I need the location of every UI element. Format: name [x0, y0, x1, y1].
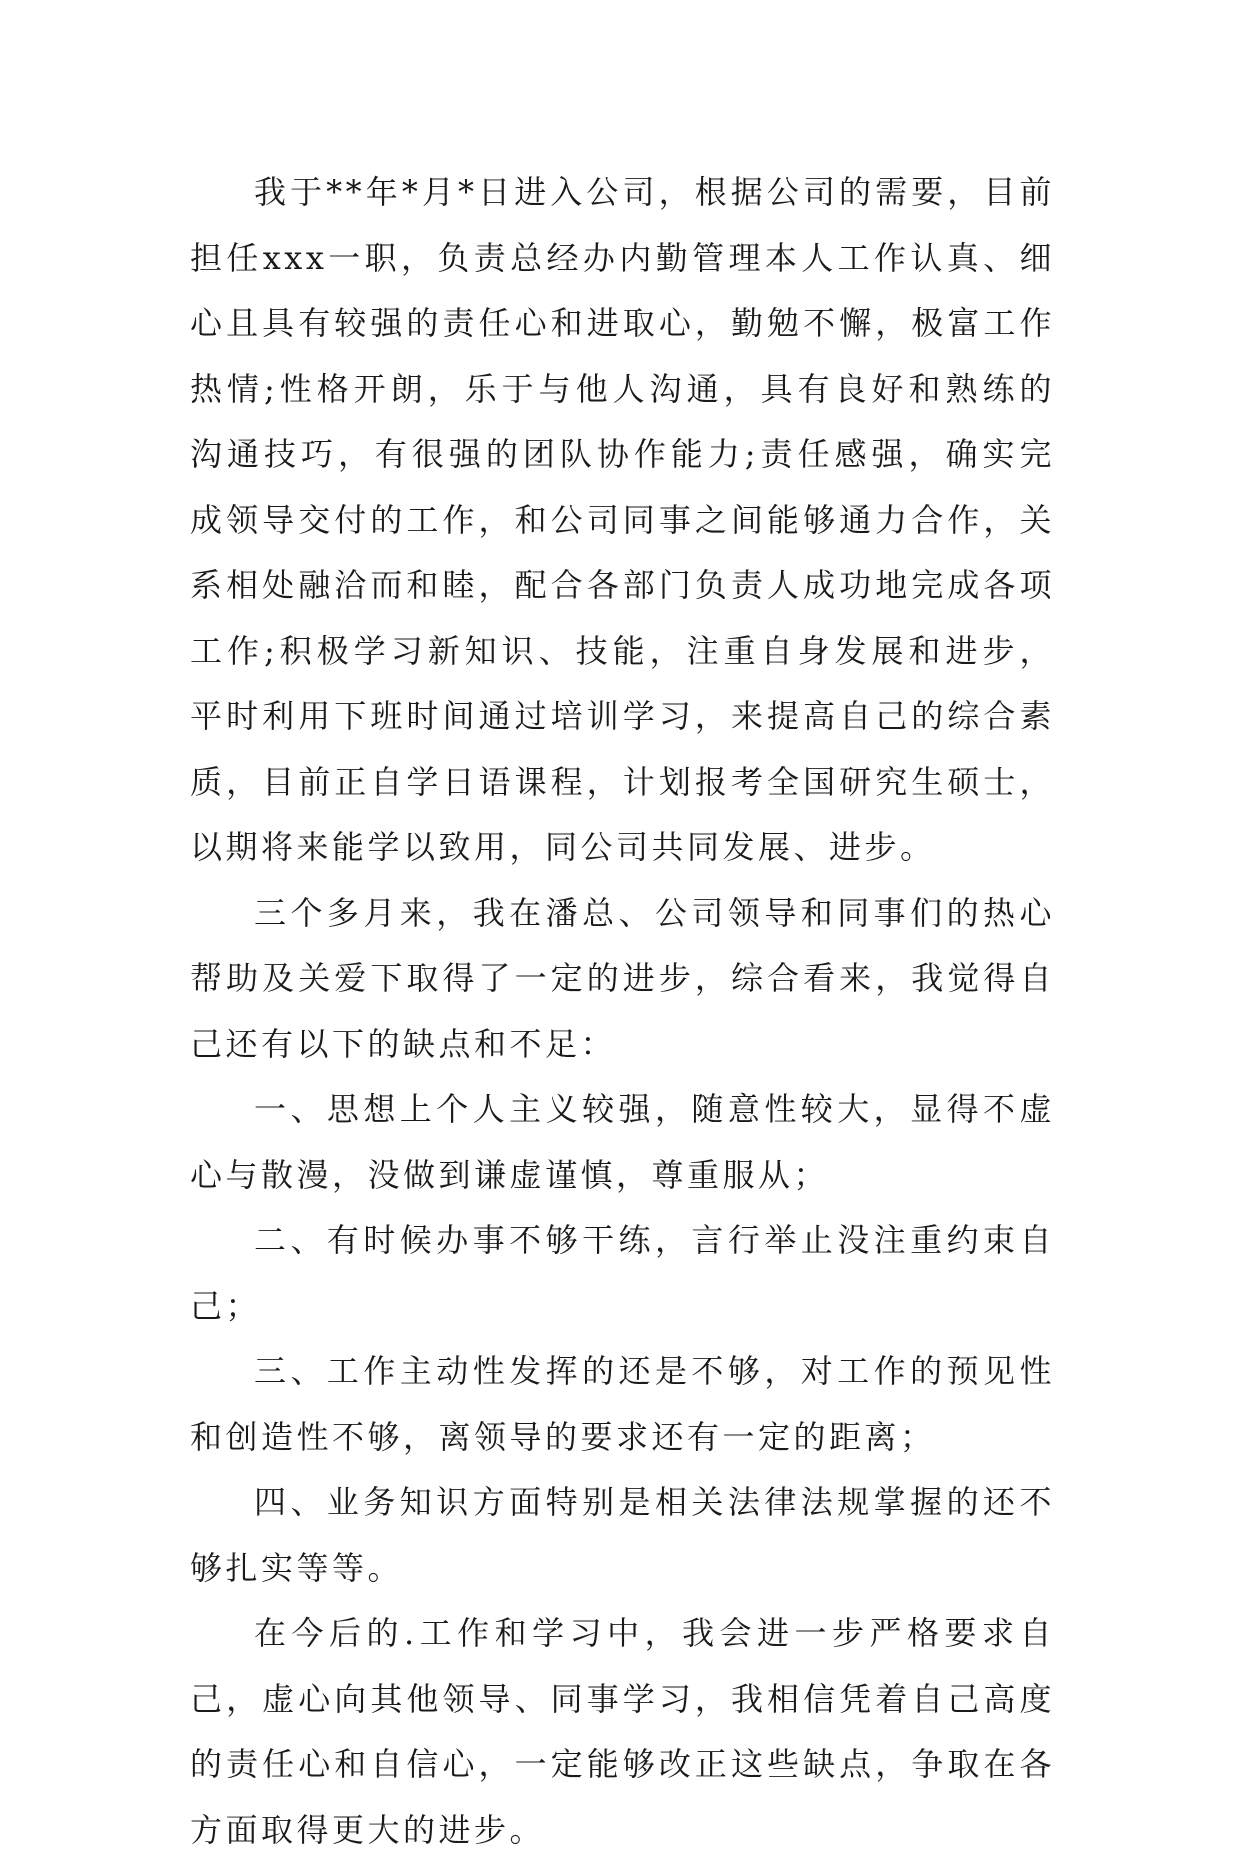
paragraph-shortcoming-3: 三、工作主动性发挥的还是不够，对工作的预见性和创造性不够，离领导的要求还有一定的距离； [190, 1352, 1055, 1456]
paragraph-shortcoming-1: 一、思想上个人主义较强，随意性较大，显得不虚心与散漫，没做到谦虚谨慎，尊重服从； [190, 1090, 1055, 1194]
paragraph-progress: 三个多月来，我在潘总、公司领导和同事们的热心帮助及关爱下取得了一定的进步，综合看来，我觉得自己还有以下的缺点和不足： [190, 893, 1055, 1063]
paragraph-conclusion: 在今后的.工作和学习中，我会进一步严格要求自己，虚心向其他领导、同事学习，我相信凭着自己高度的责任心和自信心，一定能够改正这些缺点，争取在各方面取得更大的进步。 [190, 1614, 1055, 1849]
paragraph-intro: 我于**年*月*日进入公司，根据公司的需要，目前担任xxx一职，负责总经办内勤管理本人工作认真、细心且具有较强的责任心和进取心，勤勉不懈，极富工作热情;性格开朗，乐于与他人沟通，具有良好和熟练的沟通技巧，有很强的团队协作能力;责任感强，确实完成领导交付的工作，和公司同事之间能够通力合作，关系相处融洽而和睦，配合各部门负责人成功地完成各项工作;积极学习新知识、技能，注重自身发展和进步，平时利用下班时间通过培训学习，来提高自己的综合素质，目前正自学日语课程，计划报考全国研究生硕士，以期将来能学以致用，同公司共同发展、进步。 [190, 173, 1055, 866]
paragraph-shortcoming-2: 二、有时候办事不够干练，言行举止没注重约束自己； [190, 1221, 1055, 1325]
document-body [190, 160, 1055, 1863]
paragraph-shortcoming-4: 四、业务知识方面特别是相关法律法规掌握的还不够扎实等等。 [190, 1483, 1055, 1587]
